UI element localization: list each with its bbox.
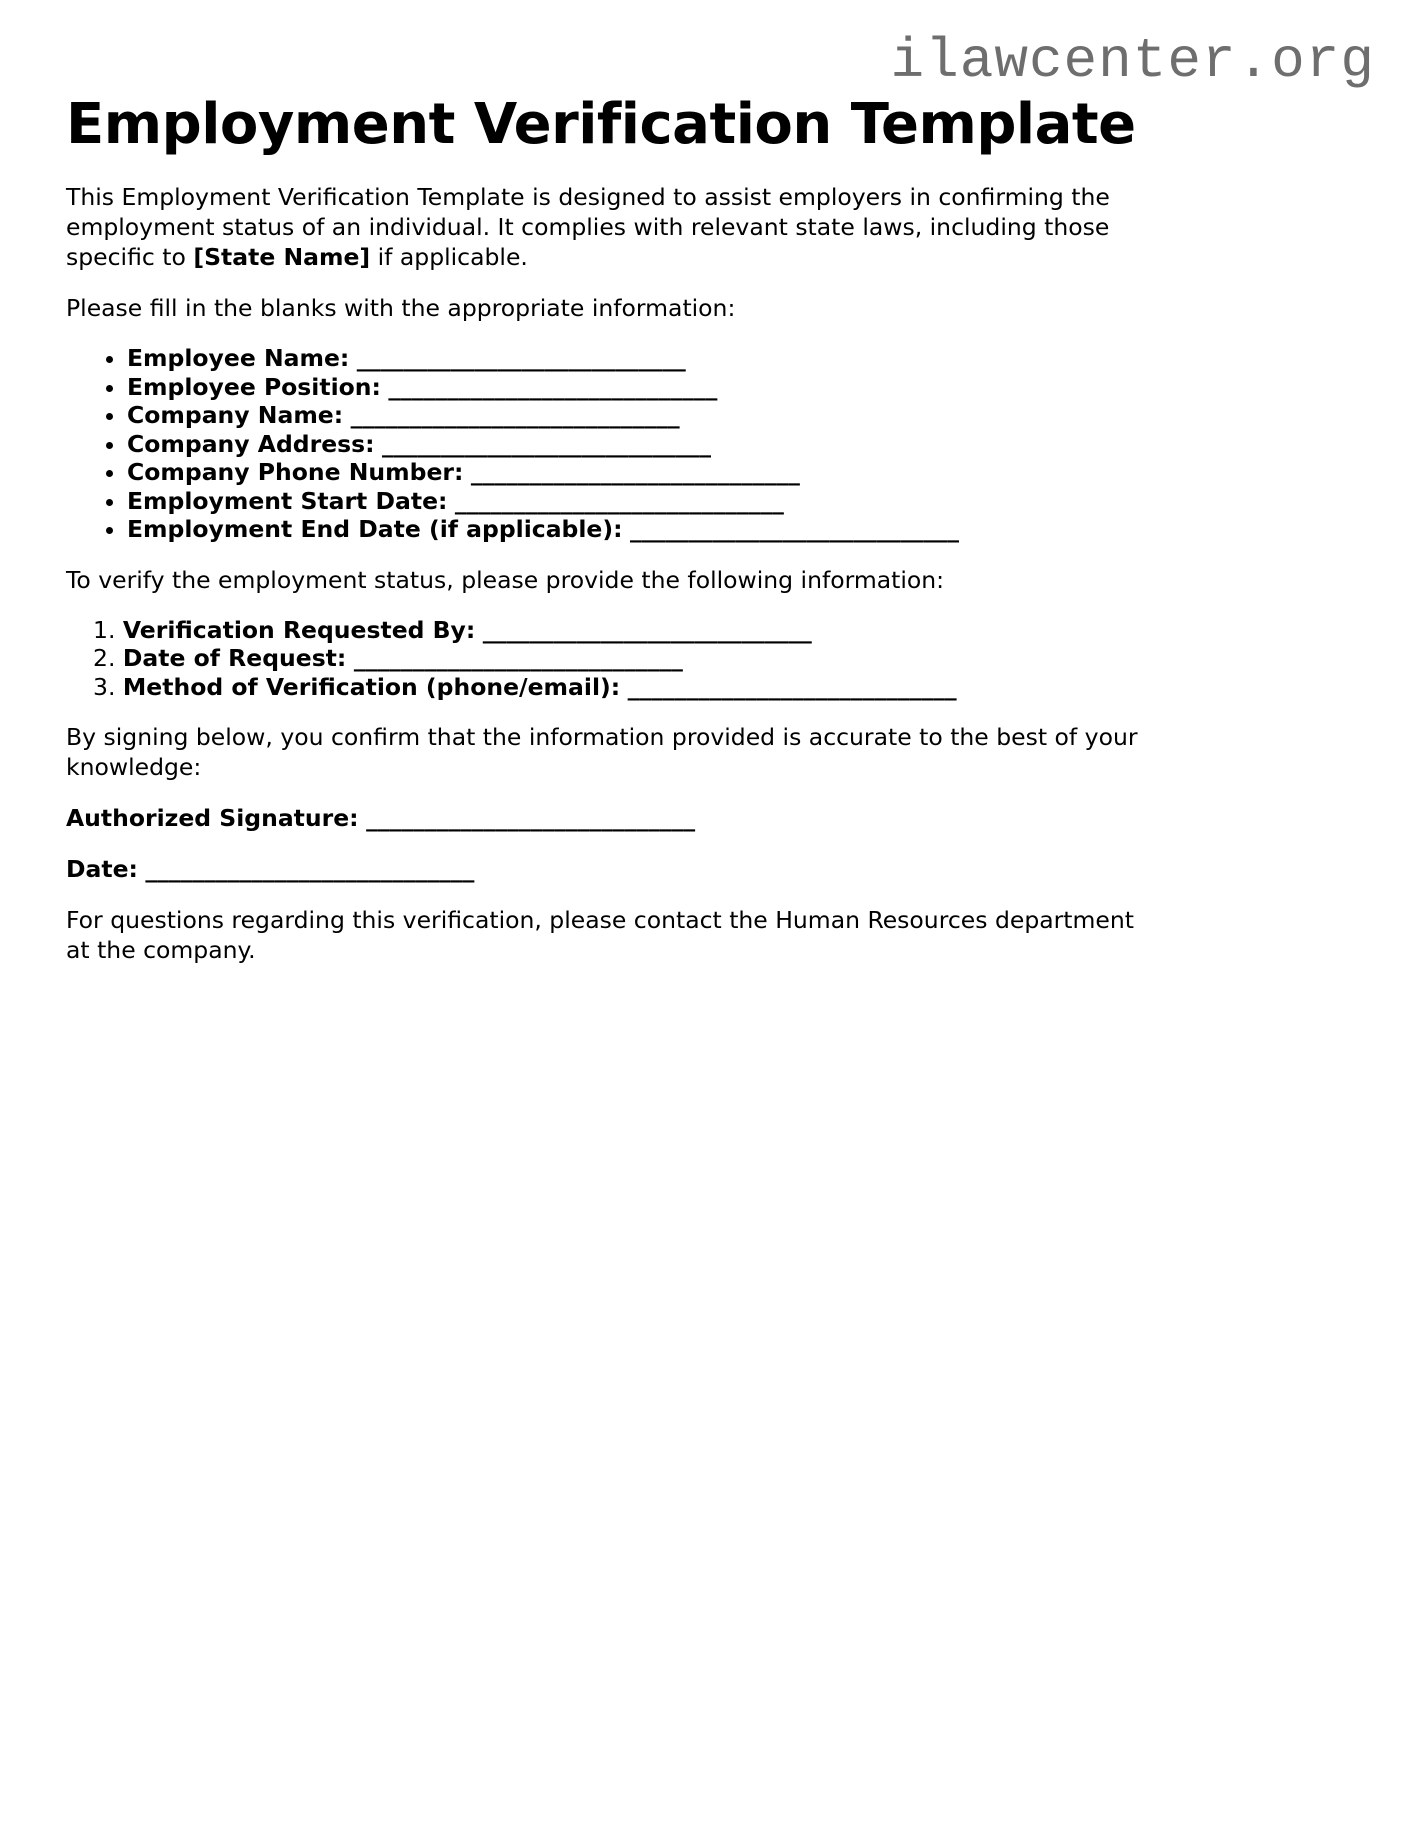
field-label: Employee Position:: [127, 372, 381, 401]
verify-prompt: To verify the employment status, please provide the following information:: [66, 565, 945, 594]
verification-steps-list: [66, 616, 1158, 702]
blank-line: ____________________________: [382, 429, 712, 458]
fill-in-fields-list: [66, 344, 1158, 544]
confirmation-paragraph: By signing below, you confirm that the information provided is accurate to the best of your knowledge:: [66, 723, 1138, 781]
blank-line: ____________________________: [454, 486, 784, 515]
blank-line: ____________________________: [627, 672, 957, 701]
step-item: [93, 616, 1158, 645]
authorized-signature-label: Authorized Signature:: [66, 804, 359, 832]
intro-text-post: if applicable.: [370, 243, 528, 271]
blank-line: ____________________________: [388, 372, 718, 401]
step-label: Date of Request:: [122, 644, 347, 672]
document-body: [66, 182, 1158, 965]
step-label: Method of Verification (phone/email):: [122, 672, 621, 701]
page-title: Employment Verification Template: [66, 92, 1136, 157]
site-logo: ilawcenter.org: [890, 29, 1375, 93]
step-item: [93, 673, 1158, 702]
step-number: 1.: [93, 615, 116, 644]
field-item: [127, 487, 1158, 516]
field-label: Employment Start Date:: [127, 486, 448, 515]
field-label: Employment End Date (if applicable):: [127, 515, 623, 543]
blank-line: ____________________________: [350, 401, 680, 429]
field-item: [127, 458, 1158, 487]
field-label: Company Address:: [127, 429, 375, 458]
field-item: [127, 515, 1158, 544]
step-number: 2.: [93, 644, 116, 672]
date-row: [66, 854, 1158, 884]
date-blank-line: ____________________________: [145, 855, 475, 883]
field-item: [127, 430, 1158, 459]
footer-paragraph: For questions regarding this verification, please contact the Human Resources department at the company.: [66, 906, 1134, 964]
signature-blank-line: ____________________________: [366, 804, 696, 832]
fill-prompt: Please fill in the blanks with the appropriate information:: [66, 294, 736, 322]
state-name-placeholder: [State Name]: [193, 243, 371, 271]
field-item: [127, 344, 1158, 373]
blank-line: ____________________________: [356, 344, 686, 372]
step-label: Verification Requested By:: [122, 615, 476, 644]
field-item: [127, 401, 1158, 430]
field-label: Company Name:: [127, 401, 344, 429]
step-item: [93, 644, 1158, 673]
field-label: Company Phone Number:: [127, 458, 464, 486]
intro-paragraph: [66, 182, 1158, 272]
field-label: Employee Name:: [127, 344, 350, 372]
blank-line: ____________________________: [482, 615, 812, 644]
blank-line: ____________________________: [353, 644, 683, 672]
blank-line: ____________________________: [470, 458, 800, 486]
step-number: 3.: [93, 672, 116, 701]
intro-text-pre: This Employment Verification Template is designed to assist employers in confirming the employment status of an individual. It complies with relevant state laws, including those specific to: [66, 183, 1110, 271]
field-item: [127, 373, 1158, 402]
authorized-signature-row: [66, 803, 1158, 833]
date-label: Date:: [66, 855, 138, 883]
blank-line: ____________________________: [630, 515, 959, 543]
